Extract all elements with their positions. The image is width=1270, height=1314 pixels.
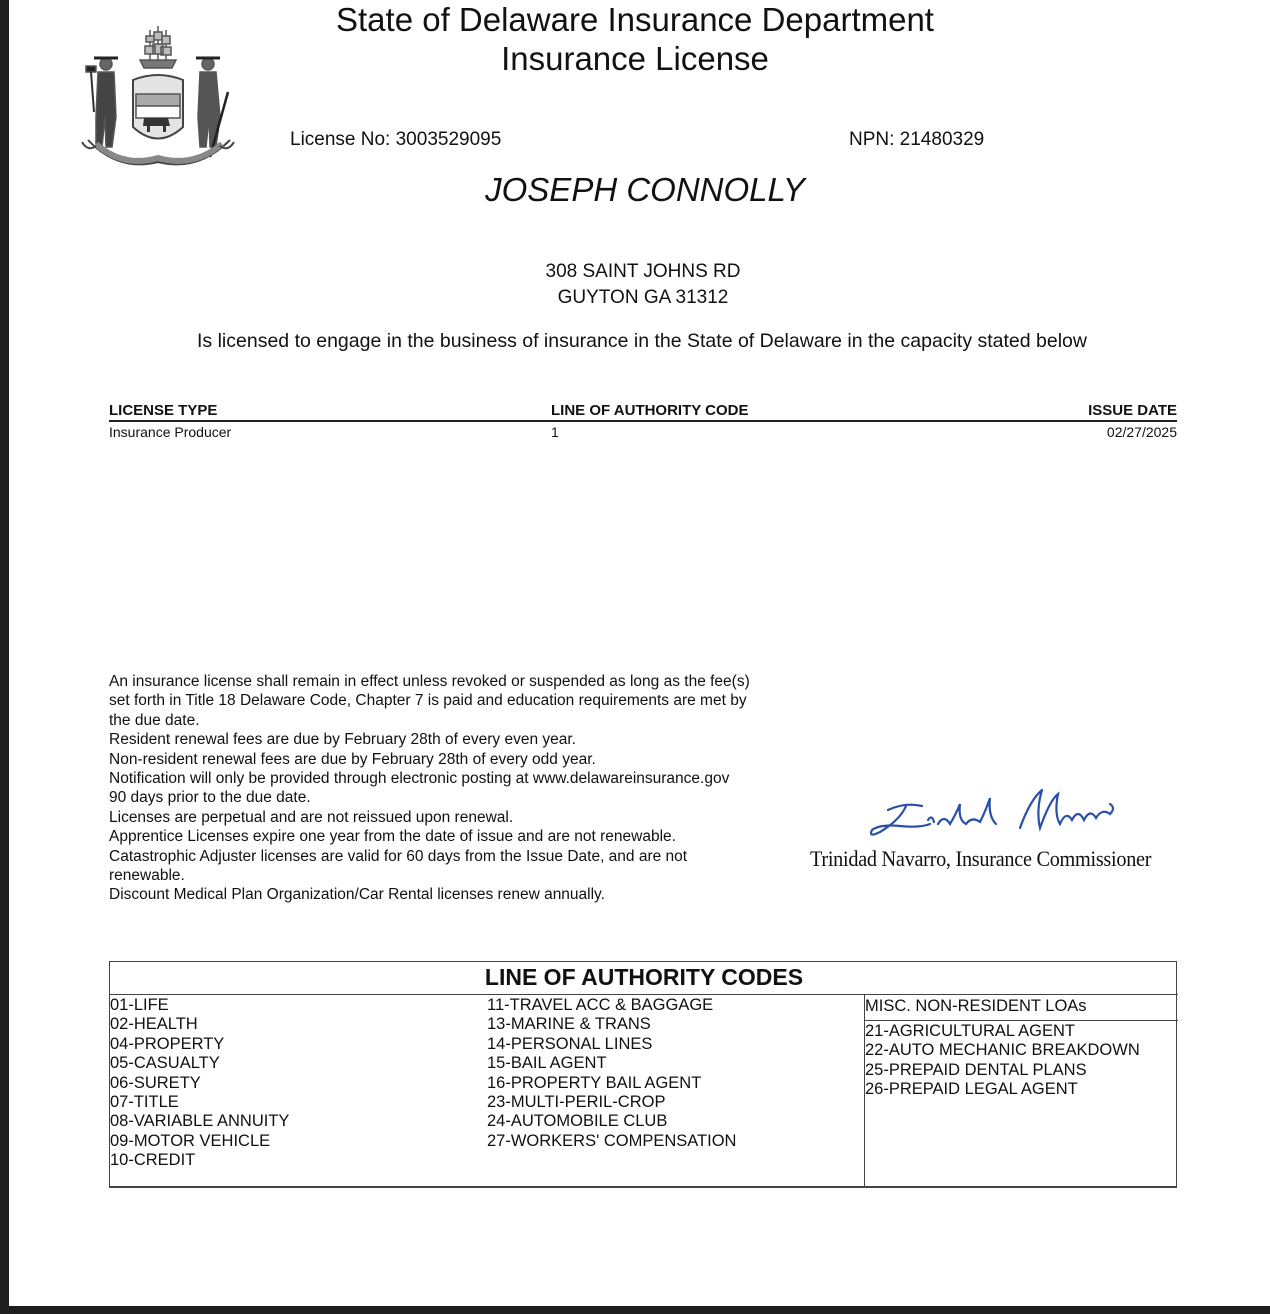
note-line: Discount Medical Plan Organization/Car Rental licenses renew annually. — [109, 886, 605, 904]
address-line-1: 308 SAINT JOHNS RD — [545, 261, 741, 282]
license-type-cell: Insurance Producer — [109, 424, 232, 440]
misc-nonresident-header: MISC. NON-RESIDENT LOAs — [865, 995, 1178, 1021]
table-row — [109, 424, 1177, 442]
list-item: 04-PROPERTY — [110, 1034, 225, 1053]
column-header-loa-code: LINE OF AUTHORITY CODE — [551, 402, 749, 419]
loa-column-1 — [110, 996, 289, 1171]
list-item: 11-TRAVEL ACC & BAGGAGE — [487, 996, 714, 1014]
note-line: Catastrophic Adjuster licenses are valid for 60 days from the Issue Date, and are not — [109, 847, 688, 865]
note-line: the due date. — [109, 711, 200, 729]
list-item: 22-AUTO MECHANIC BREAKDOWN — [865, 1041, 1140, 1060]
loa-codes-title: LINE OF AUTHORITY CODES — [110, 962, 1178, 995]
loa-column-2 — [487, 996, 736, 1151]
issue-date-cell: 02/27/2025 — [1106, 424, 1177, 440]
misc-nonresident-column — [864, 995, 1177, 1188]
commissioner-name-title: Trinidad Navarro, Insurance Commissioner — [810, 846, 1152, 871]
column-header-issue-date: ISSUE DATE — [1088, 402, 1177, 419]
list-item: 25-PREPAID DENTAL PLANS — [865, 1060, 1087, 1079]
list-item: 23-MULTI-PERIL-CROP — [487, 1093, 666, 1112]
loa-code-cell: 1 — [551, 424, 559, 440]
note-line: An insurance license shall remain in effect unless revoked or suspended as long as the fee(s) — [109, 673, 750, 690]
list-item: 07-TITLE — [110, 1093, 179, 1112]
npn-number: NPN: 21480329 — [849, 129, 985, 150]
list-item: 24-AUTOMOBILE CLUB — [487, 1112, 668, 1131]
note-line: Notification will only be provided through electronic posting at www.delawareinsurance.gov — [109, 770, 730, 788]
note-line: Non-resident renewal fees are due by February 28th of every odd year. — [109, 750, 596, 768]
list-item: 15-BAIL AGENT — [487, 1054, 607, 1073]
loa-codes-table — [109, 961, 1177, 1188]
list-item: 26-PREPAID LEGAL AGENT — [865, 1080, 1078, 1099]
capacity-statement: Is licensed to engage in the business of insurance in the State of Delaware in the capacity stated below — [197, 330, 1087, 352]
column-header-license-type: LICENSE TYPE — [109, 402, 218, 419]
note-line: Resident renewal fees are due by February 28th of every even year. — [109, 731, 576, 749]
licensee-name: JOSEPH CONNOLLY — [485, 171, 805, 208]
note-line: 90 days prior to the due date. — [109, 789, 311, 807]
list-item: 21-AGRICULTURAL AGENT — [865, 1022, 1075, 1040]
list-item: 05-CASUALTY — [110, 1054, 220, 1073]
note-line: Licenses are perpetual and are not reissued upon renewal. — [109, 808, 514, 826]
list-item: 09-MOTOR VEHICLE — [110, 1131, 271, 1150]
note-line: renewable. — [109, 867, 185, 885]
list-item: 27-WORKERS' COMPENSATION — [487, 1131, 737, 1150]
list-item: 02-HEALTH — [110, 1015, 198, 1034]
note-line: Apprentice Licenses expire one year from the date of issue and are not renewable. — [109, 828, 676, 846]
list-item: 01-LIFE — [110, 996, 169, 1014]
loa-column-3 — [865, 1022, 1140, 1100]
address-line-2: GUYTON GA 31312 — [557, 287, 729, 308]
document-title: State of Delaware Insurance Department — [336, 1, 934, 38]
license-terms-notes — [109, 672, 809, 905]
list-item: 06-SURETY — [110, 1073, 201, 1092]
note-line: set forth in Title 18 Delaware Code, Chapter 7 is paid and education requirements are met by — [109, 692, 747, 710]
license-number: License No: 3003529095 — [290, 129, 502, 150]
list-item: 13-MARINE & TRANS — [487, 1015, 651, 1034]
list-item: 14-PERSONAL LINES — [487, 1034, 653, 1053]
list-item: 16-PROPERTY BAIL AGENT — [487, 1073, 702, 1092]
list-item: 10-CREDIT — [110, 1151, 196, 1170]
list-item: 08-VARIABLE ANNUITY — [110, 1112, 290, 1131]
license-table-header — [109, 402, 1177, 422]
document-subtitle: Insurance License — [501, 40, 769, 77]
